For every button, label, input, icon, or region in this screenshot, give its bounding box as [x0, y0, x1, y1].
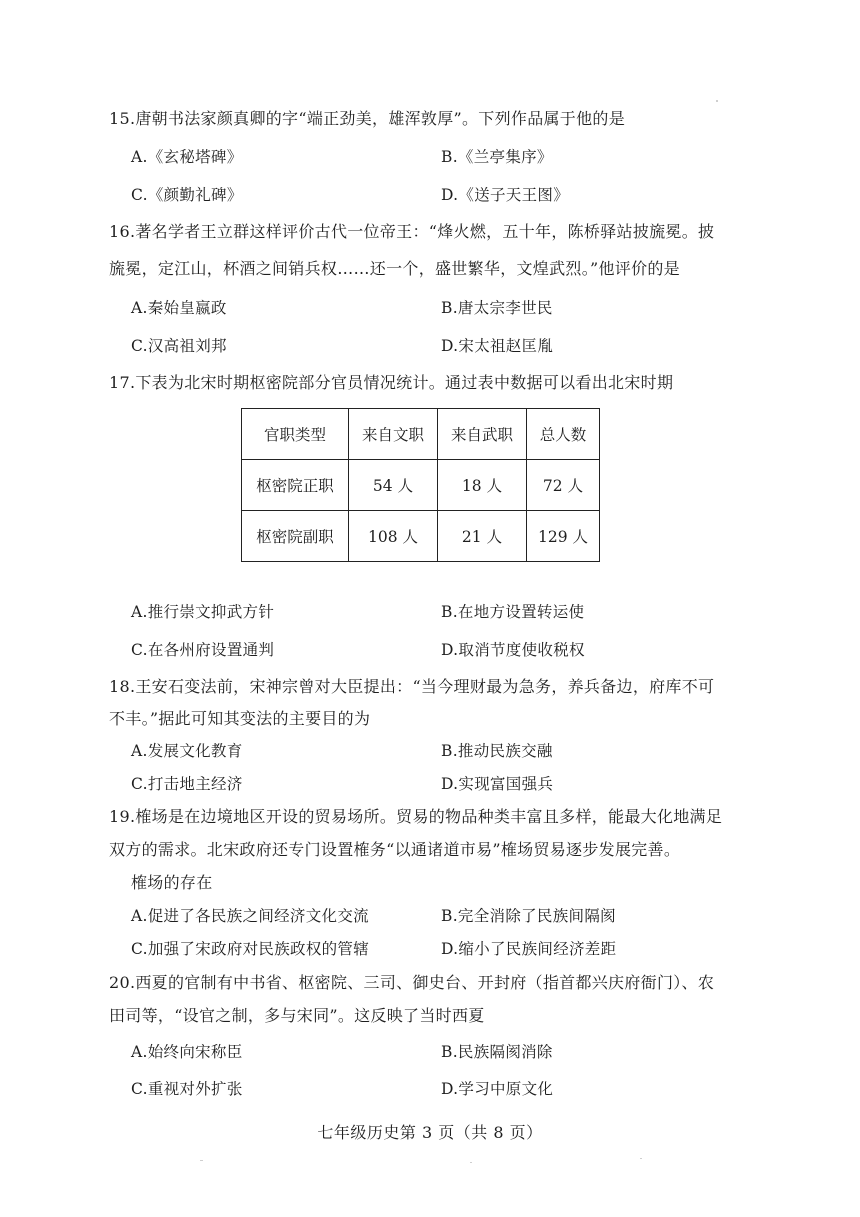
question-15-stem: 15.唐朝书法家颜真卿的字“端正劲美，雄浑敦厚”。下列作品属于他的是 — [109, 109, 626, 128]
table-cell: 129 人 — [527, 511, 600, 562]
q16-option-c: C.汉高祖刘邦 — [131, 337, 227, 355]
q19-option-c: C.加强了宋政府对民族政权的管辖 — [131, 940, 370, 958]
q16-option-a: A.秦始皇嬴政 — [131, 299, 227, 317]
q16-option-d: D.宋太祖赵匡胤 — [441, 337, 554, 355]
table-cell: 枢密院副职 — [242, 511, 349, 562]
q18-option-c: C.打击地主经济 — [131, 775, 243, 793]
q16-option-b: B.唐太宗李世民 — [441, 299, 553, 317]
question-17-stem: 17.下表为北宋时期枢密院部分官员情况统计。通过表中数据可以看出北宋时期 — [109, 373, 674, 392]
q15-option-d: D.《送子天王图》 — [441, 186, 570, 204]
question-18-stem-line1: 18.王安石变法前，宋神宗曾对大臣提出：“当今理财最为急务，养兵备边，府库不可 — [109, 677, 715, 696]
table-header-cell: 官职类型 — [242, 409, 349, 460]
q18-option-d: D.实现富国强兵 — [441, 775, 554, 793]
q15-option-c: C.《颜勤礼碑》 — [131, 186, 243, 204]
page-footer: 七年级历史第 3 页（共 8 页） — [317, 1123, 543, 1142]
q19-option-b: B.完全消除了民族间隔阂 — [441, 907, 616, 925]
question-19-stem-line1: 19.榷场是在边境地区开设的贸易场所。贸易的物品种类丰富且多样，能最大化地满足 — [109, 807, 723, 826]
q17-option-a: A.推行崇文抑武方针 — [131, 603, 275, 621]
scan-speck — [200, 1160, 203, 1161]
table-cell: 72 人 — [527, 460, 600, 511]
official-statistics-table — [241, 408, 600, 562]
table-cell: 18 人 — [438, 460, 527, 511]
table-header-row — [242, 409, 600, 460]
q17-option-d: D.取消节度使收税权 — [441, 641, 585, 659]
table-header-cell: 总人数 — [527, 409, 600, 460]
q17-option-b: B.在地方设置转运使 — [441, 603, 585, 621]
table-row — [242, 460, 600, 511]
q15-option-b: B.《兰亭集序》 — [441, 148, 553, 166]
question-20-stem-line2: 田司等，“设官之制，多与宋同”。这反映了当时西夏 — [109, 1006, 485, 1025]
scan-speck — [716, 100, 718, 102]
q19-option-d: D.缩小了民族间经济差距 — [441, 940, 617, 958]
scan-speck — [640, 1158, 642, 1159]
q18-option-b: B.推动民族交融 — [441, 742, 553, 760]
question-20-stem-line1: 20.西夏的官制有中书省、枢密院、三司、御史台、开封府（指首都兴庆府衙门）、农 — [109, 973, 715, 992]
question-18-stem-line2: 不丰。”据此可知其变法的主要目的为 — [109, 709, 371, 728]
table-cell: 54 人 — [349, 460, 438, 511]
q20-option-a: A.始终向宋称臣 — [131, 1043, 243, 1061]
q20-option-b: B.民族隔阂消除 — [441, 1043, 553, 1061]
table-cell: 枢密院正职 — [242, 460, 349, 511]
q20-option-c: C.重视对外扩张 — [131, 1080, 243, 1098]
table-cell: 21 人 — [438, 511, 527, 562]
table-header-cell: 来自文职 — [349, 409, 438, 460]
q20-option-d: D.学习中原文化 — [441, 1080, 554, 1098]
question-16-stem-line2: 旒冕，定江山，杯酒之间销兵权……还一个，盛世繁华，文煌武烈。”他评价的是 — [109, 259, 680, 278]
table-header-cell: 来自武职 — [438, 409, 527, 460]
q15-option-a: A.《玄秘塔碑》 — [131, 148, 243, 166]
table-row — [242, 511, 600, 562]
question-19-stem-line3: 榷场的存在 — [131, 873, 213, 892]
question-16-stem-line1: 16.著名学者王立群这样评价古代一位帝王：“烽火燃，五十年，陈桥驿站披旒冕。披 — [109, 222, 715, 241]
q19-option-a: A.促进了各民族之间经济文化交流 — [131, 907, 369, 925]
question-19-stem-line2: 双方的需求。北宋政府还专门设置榷务“以通诸道市易”榷场贸易逐步发展完善。 — [109, 840, 681, 859]
table-cell: 108 人 — [349, 511, 438, 562]
q18-option-a: A.发展文化教育 — [131, 742, 243, 760]
scan-speck — [470, 1162, 472, 1163]
q17-option-c: C.在各州府设置通判 — [131, 641, 275, 659]
